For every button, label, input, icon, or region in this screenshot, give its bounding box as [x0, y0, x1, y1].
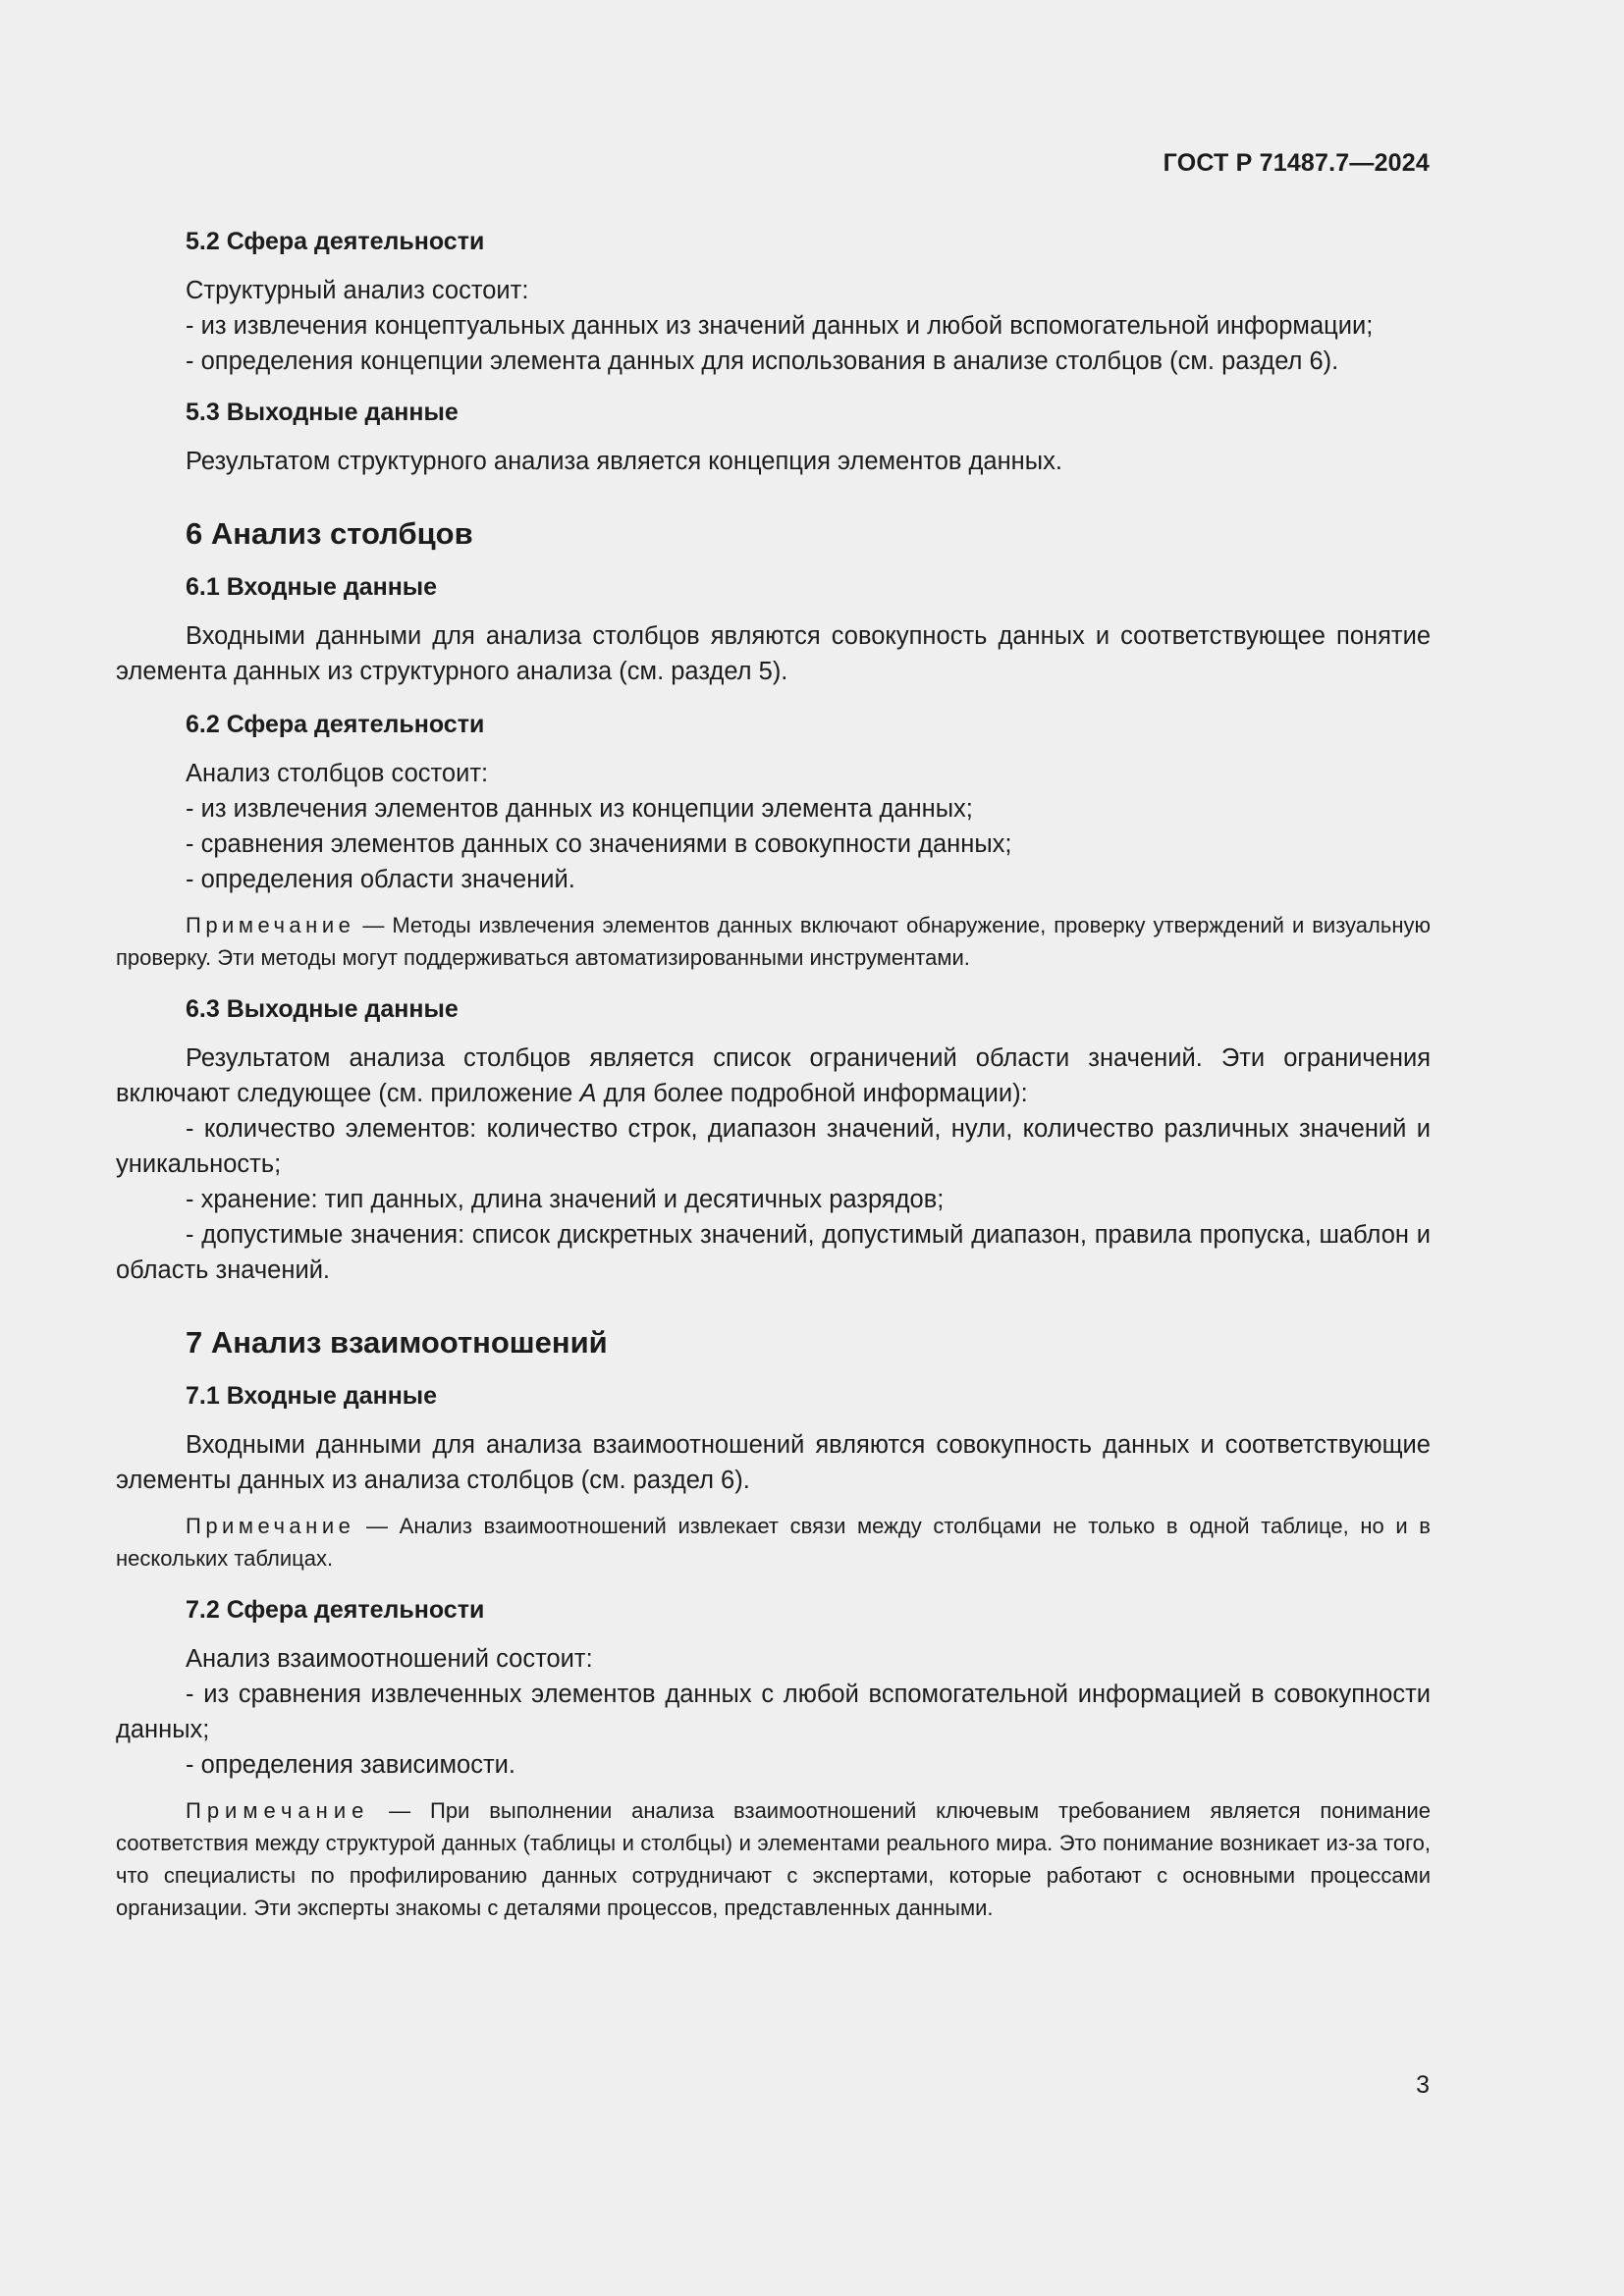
sec6-3-text: [116, 1041, 1431, 1111]
annex-reference: А: [579, 1080, 597, 1107]
note-text: — Методы извлечения элементов данных включают обнаружение, проверку утверждений и визуальную проверку. Эти методы могут поддерживаться автоматизированными инструментами.: [116, 913, 1431, 970]
heading-6-2: 6.2 Сфера деятельности: [186, 711, 485, 738]
sec6-2-intro: Анализ столбцов состоит:: [186, 760, 489, 787]
sec7-2-note: [116, 1794, 1431, 1924]
heading-6-1: 6.1 Входные данные: [186, 573, 438, 601]
heading-6-3: 6.3 Выходные данные: [186, 995, 459, 1023]
sec5-2-item-2: - определения концепции элемента данных для использования в анализе столбцов (см. раздел 6).: [186, 347, 1339, 375]
heading-7-2: 7.2 Сфера деятельности: [186, 1596, 485, 1624]
sec6-3-item-2: - хранение: тип данных, длина значений и десятичных разрядов;: [186, 1186, 945, 1213]
heading-5-3: 5.3 Выходные данные: [186, 399, 459, 426]
sec6-2-item-2: - сравнения элементов данных со значениями в совокупности данных;: [186, 830, 1012, 858]
sec7-1-text: Входными данными для анализа взаимоотношений являются совокупность данных и соответствующие элементы данных из анализа столбцов (см. раздел 6).: [116, 1431, 1431, 1494]
note-label: Примечание: [186, 1514, 355, 1538]
heading-7-1: 7.1 Входные данные: [186, 1382, 438, 1410]
note-label: Примечание: [186, 1798, 370, 1823]
sec5-2-item-1: - из извлечения концептуальных данных из значений данных и любой вспомогательной информации;: [186, 312, 1374, 340]
sec5-2-intro: Структурный анализ состоит:: [186, 277, 529, 304]
sec6-3-text-part-1: Результатом анализа столбцов является список ограничений области значений. Эти ограничения включают следующее (см. приложение: [116, 1044, 1431, 1107]
sec6-2-note: [116, 909, 1431, 974]
sec5-3-text: Результатом структурного анализа является концепция элементов данных.: [186, 448, 1062, 475]
sec6-2-item-3: - определения области значений.: [186, 866, 575, 893]
note-label: Примечание: [186, 913, 355, 937]
heading-7: 7 Анализ взаимоотношений: [186, 1325, 608, 1360]
sec7-2-item-1: - из сравнения извлеченных элементов данных с любой вспомогательной информацией в совокупности данных;: [116, 1681, 1431, 1743]
document-code: ГОСТ Р 71487.7—2024: [1163, 149, 1430, 177]
note-text: — Анализ взаимоотношений извлекает связи между столбцами не только в одной таблице, но и в нескольких таблицах.: [116, 1514, 1431, 1571]
note-text: — При выполнении анализа взаимоотношений ключевым требованием является понимание соответствия между структурой данных (таблицы и столбцы) и элементами реального мира. Это понимание возникает из-за того, что специалисты по профилированию данных сотрудничают с экспертами, которые работают с основными процессами организации. Эти эксперты знакомы с деталями процессов, представленных данными.: [116, 1798, 1431, 1920]
sec7-2-item-2: - определения зависимости.: [186, 1751, 515, 1779]
sec6-3-item-3: - допустимые значения: список дискретных значений, допустимый диапазон, правила пропуска, шаблон и область значений.: [116, 1221, 1431, 1284]
heading-5-2: 5.2 Сфера деятельности: [186, 228, 485, 255]
document-body: [116, 224, 1431, 1924]
sec6-3-item-1: - количество элементов: количество строк, диапазон значений, нули, количество различных значений и уникальность;: [116, 1115, 1431, 1178]
sec6-2-item-1: - из извлечения элементов данных из концепции элемента данных;: [186, 795, 973, 823]
sec6-3-text-part-2: для более подробной информации):: [596, 1080, 1028, 1107]
heading-6: 6 Анализ столбцов: [186, 516, 473, 551]
sec7-1-note: [116, 1510, 1431, 1575]
sec6-1-text: Входными данными для анализа столбцов являются совокупность данных и соответствующее понятие элемента данных из структурного анализа (см. раздел 5).: [116, 622, 1431, 685]
sec7-2-intro: Анализ взаимоотношений состоит:: [186, 1645, 593, 1673]
page-number: 3: [1416, 2071, 1430, 2099]
